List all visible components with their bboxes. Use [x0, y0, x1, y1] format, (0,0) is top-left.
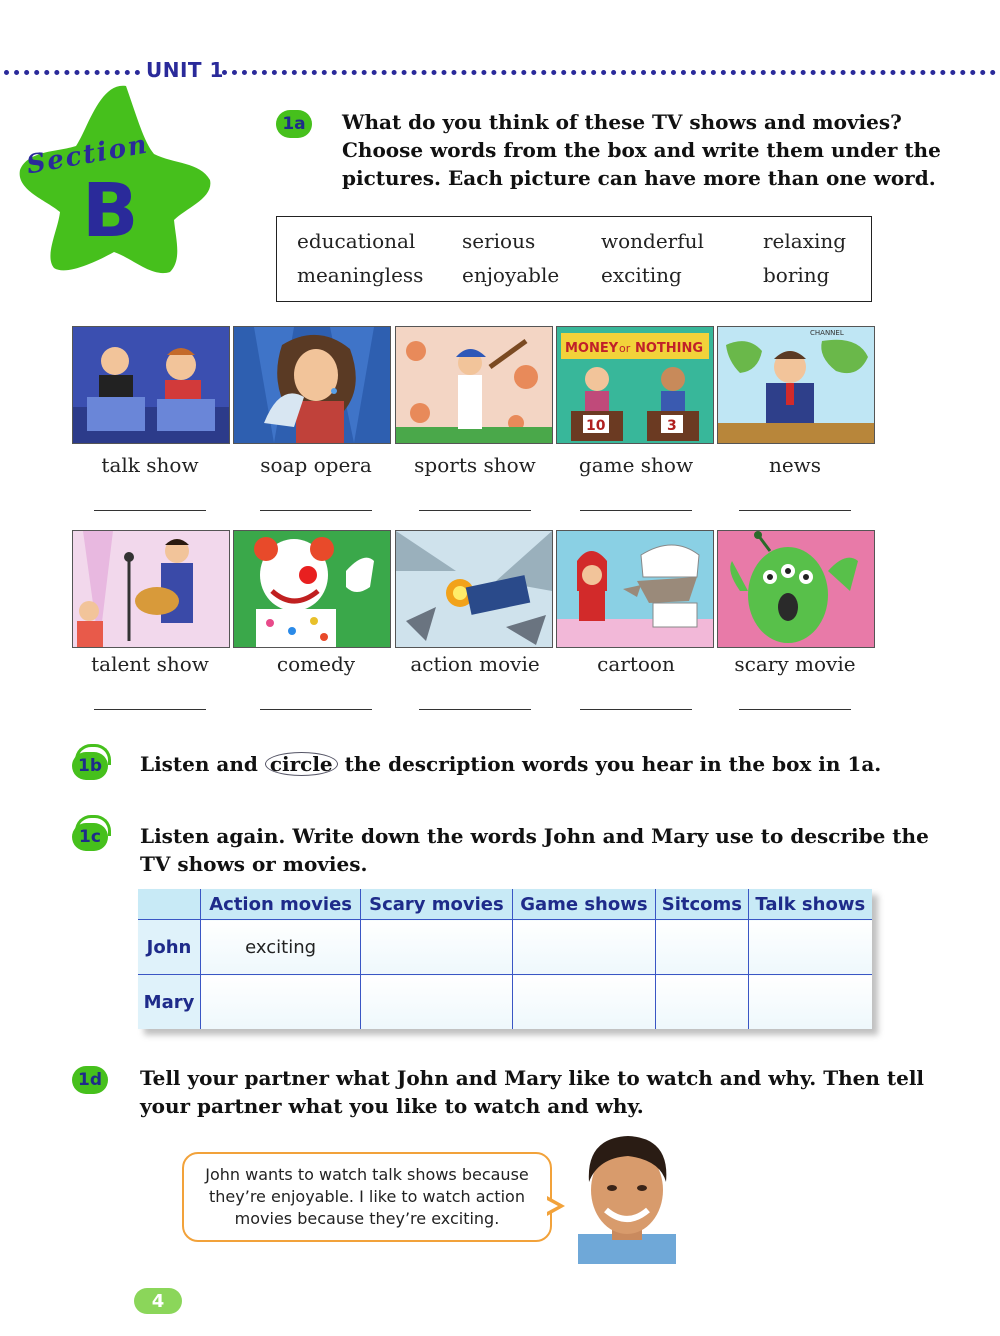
word-option: boring	[763, 263, 830, 287]
picture-label-comedy: comedy	[276, 652, 356, 676]
action-movie-picture	[395, 530, 553, 648]
table-cell[interactable]	[512, 920, 656, 975]
exercise-1d-instructions	[140, 1064, 924, 1120]
news-picture	[717, 326, 875, 444]
exercise-1a-badge: 1a	[276, 110, 312, 138]
exercise-1b-badge	[72, 752, 108, 780]
picture-label-sports-show: sports show	[414, 453, 536, 477]
word-option: serious	[462, 229, 536, 253]
answer-blank[interactable]	[260, 510, 372, 511]
table-cell[interactable]	[748, 975, 872, 1030]
picture-label-soap-opera: soap opera	[260, 453, 372, 477]
answer-blank[interactable]	[580, 709, 692, 710]
bubble-tail-inner	[545, 1199, 558, 1213]
sports-show-picture	[395, 326, 553, 444]
news-channel-text: CHANNEL	[810, 329, 844, 337]
picture-label-talk-show: talk show	[101, 453, 199, 477]
instruction-line: TV shows or movies.	[140, 852, 368, 876]
student-photo	[572, 1130, 682, 1264]
table-cell[interactable]	[512, 975, 656, 1030]
unit-dotted-rule-left	[4, 70, 140, 75]
table-cell[interactable]	[656, 975, 748, 1030]
unit-dotted-rule-right	[222, 70, 996, 75]
table-cell[interactable]	[201, 975, 361, 1030]
word-option: relaxing	[763, 229, 847, 253]
game-show-sign-mid: or	[619, 342, 631, 355]
answer-blank[interactable]	[739, 510, 851, 511]
description-table	[138, 889, 872, 1029]
speech-bubble	[182, 1152, 552, 1242]
instruction-text: the description words you hear in the box in 1a.	[344, 752, 882, 776]
instruction-line: What do you think of these TV shows and movies?	[342, 110, 902, 134]
soap-opera-picture	[233, 326, 391, 444]
word-option: educational	[297, 229, 416, 253]
picture-label-talent-show: talent show	[91, 652, 209, 676]
answer-blank[interactable]	[419, 510, 531, 511]
instruction-line: your partner what you like to watch and why.	[140, 1094, 644, 1118]
exercise-number: 1c	[79, 827, 101, 847]
table-row	[138, 975, 872, 1030]
talent-show-picture	[72, 530, 230, 648]
word-option: wonderful	[601, 229, 704, 253]
comedy-picture	[233, 530, 391, 648]
picture-label-news: news	[768, 453, 822, 477]
row-header-john: John	[138, 920, 201, 975]
instruction-text: Listen and	[140, 752, 258, 776]
exercise-number: 1b	[78, 756, 102, 776]
cartoon-picture	[556, 530, 714, 648]
table-cell[interactable]	[656, 920, 748, 975]
word-box	[276, 216, 872, 302]
table-header: Game shows	[512, 889, 656, 920]
table-header: Talk shows	[748, 889, 872, 920]
picture-label-scary-movie: scary movie	[734, 652, 856, 676]
unit-title: UNIT 1	[146, 58, 224, 82]
answer-blank[interactable]	[580, 510, 692, 511]
answer-blank[interactable]	[94, 510, 206, 511]
bubble-line: John wants to watch talk shows because	[205, 1165, 529, 1184]
circled-word: circle	[265, 752, 338, 776]
answer-blank[interactable]	[419, 709, 531, 710]
table-row	[138, 920, 872, 975]
game-show-score-2: 3	[667, 418, 677, 434]
answer-blank[interactable]	[739, 709, 851, 710]
section-label: Section	[24, 129, 151, 181]
exercise-1d-badge: 1d	[72, 1066, 108, 1094]
table-cell[interactable]	[361, 920, 512, 975]
page-number: 4	[134, 1288, 182, 1314]
talk-show-picture	[72, 326, 230, 444]
instruction-line: Tell your partner what John and Mary like to watch and why. Then tell	[140, 1066, 925, 1090]
table-header: Action movies	[201, 889, 361, 920]
bubble-line: they’re enjoyable. I like to watch action	[209, 1187, 525, 1206]
exercise-1b-instructions	[140, 750, 881, 778]
table-cell[interactable]: exciting	[201, 920, 361, 975]
table-header: Scary movies	[361, 889, 512, 920]
word-option: exciting	[601, 263, 682, 287]
answer-blank[interactable]	[260, 709, 372, 710]
picture-label-game-show: game show	[578, 453, 694, 477]
table-cell[interactable]	[361, 975, 512, 1030]
table-corner	[138, 889, 201, 920]
picture-label-action-movie: action movie	[410, 652, 540, 676]
instruction-line: Choose words from the box and write them under the	[342, 138, 941, 162]
row-header-mary: Mary	[138, 975, 201, 1030]
answer-blank[interactable]	[94, 709, 206, 710]
word-option: enjoyable	[462, 263, 560, 287]
game-show-picture	[556, 326, 714, 444]
scary-movie-picture	[717, 530, 875, 648]
game-show-score-1: 10	[586, 418, 606, 434]
table-header: Sitcoms	[656, 889, 748, 920]
game-show-sign-left: MONEY	[565, 341, 619, 356]
exercise-1a-instructions	[342, 108, 941, 192]
bubble-line: movies because they’re exciting.	[234, 1209, 500, 1228]
word-option: meaningless	[297, 263, 424, 287]
instruction-line: pictures. Each picture can have more than one word.	[342, 166, 936, 190]
exercise-1c-instructions	[140, 822, 929, 878]
table-cell[interactable]	[748, 920, 872, 975]
section-letter: B	[82, 168, 139, 254]
game-show-sign-right: NOTHING	[635, 341, 704, 356]
instruction-line: Listen again. Write down the words John and Mary use to describe the	[140, 824, 929, 848]
picture-label-cartoon: cartoon	[597, 652, 675, 676]
exercise-1c-badge	[72, 823, 108, 851]
